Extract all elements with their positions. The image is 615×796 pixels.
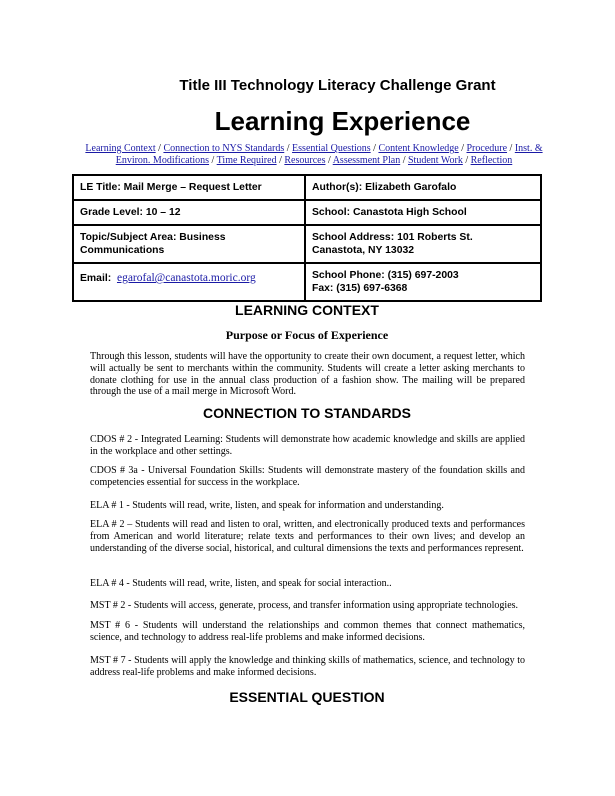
info-row bbox=[73, 225, 541, 263]
nav-link-assessment-plan[interactable]: Assessment Plan bbox=[332, 155, 401, 166]
nav-link-resources[interactable]: Resources bbox=[284, 155, 326, 166]
learning-context-body: Through this lesson, students will have the opportunity to create their own document, a request letter, which will actually be sent to merchants within the community. Students will create a letter asking merchants to donate clothing for use in the annual class production of a fashion show. The mailing will be prepared through the use of a mail merge in Microsoft Word. bbox=[90, 351, 525, 398]
nav-link-student-work[interactable]: Student Work bbox=[407, 155, 463, 166]
nav-link-reflection[interactable]: Reflection bbox=[470, 155, 513, 166]
info-row bbox=[73, 263, 541, 301]
email-link[interactable]: egarofal@canastota.moric.org bbox=[116, 272, 256, 284]
topic-cell bbox=[73, 225, 305, 263]
section-nav: Learning Context / Connection to NYS Standards / Essential Questions / Content Knowledge / Procedure / Inst. & Environ. Modifications / Time Required / Resources / Assessment Plan / Student Work / Reflection bbox=[85, 143, 543, 166]
grant-title: Title III Technology Literacy Challenge Grant bbox=[179, 77, 496, 94]
email-label: Email: bbox=[80, 273, 112, 284]
address-line-2: Canastota, NY 13032 bbox=[312, 245, 415, 256]
grade-level-cell: Grade Level: 10 – 12 bbox=[73, 200, 305, 225]
phone-cell bbox=[305, 263, 541, 301]
address-line-1: School Address: 101 Roberts St. bbox=[312, 232, 473, 243]
nav-link-modifications[interactable]: Inst. & Environ. Modifications bbox=[115, 143, 543, 166]
page-title: Learning Experience bbox=[214, 106, 471, 136]
le-title-cell: LE Title: Mail Merge – Request Letter bbox=[73, 175, 305, 200]
info-row bbox=[73, 175, 541, 200]
fax-line: Fax: (315) 697-6368 bbox=[312, 283, 408, 294]
essential-question-heading: ESSENTIAL QUESTION bbox=[229, 689, 385, 705]
standard-item: MST # 6 - Students will understand the relationships and common themes that connect mathematics, science, and technology to address real-life problems and make informed decisions. bbox=[90, 620, 525, 643]
topic-line-1: Topic/Subject Area: Business bbox=[80, 232, 226, 243]
info-table bbox=[72, 174, 542, 302]
school-cell: School: Canastota High School bbox=[305, 200, 541, 225]
nav-link-content-knowledge[interactable]: Content Knowledge bbox=[378, 143, 459, 154]
standard-item: MST # 2 - Students will access, generate, process, and transfer information using appropriate technologies. bbox=[90, 600, 519, 611]
authors-cell: Author(s): Elizabeth Garofalo bbox=[305, 175, 541, 200]
standard-item: ELA # 1 - Students will read, write, listen, and speak for information and understanding. bbox=[90, 500, 444, 511]
topic-line-2: Communications bbox=[80, 245, 165, 256]
standard-item: ELA # 4 - Students will read, write, listen, and speak for social interaction.. bbox=[90, 578, 392, 589]
standard-item: MST # 7 - Students will apply the knowledge and thinking skills of mathematics, science, and technology to address real-life problems and make informed decisions. bbox=[90, 655, 525, 678]
learning-context-heading: LEARNING CONTEXT bbox=[235, 302, 379, 318]
address-cell bbox=[305, 225, 541, 263]
nav-link-standards[interactable]: Connection to NYS Standards bbox=[163, 143, 285, 154]
nav-link-time-required[interactable]: Time Required bbox=[216, 155, 277, 166]
info-row bbox=[73, 200, 541, 225]
nav-link-essential-questions[interactable]: Essential Questions bbox=[292, 143, 371, 154]
nav-link-procedure[interactable]: Procedure bbox=[466, 143, 508, 154]
purpose-subheading: Purpose or Focus of Experience bbox=[225, 328, 389, 342]
phone-line: School Phone: (315) 697-2003 bbox=[312, 270, 459, 281]
standard-item: ELA # 2 – Students will read and listen to oral, written, and electronically produced texts and performances from American and world literature; relate texts and performances to their own lives; and develop an understanding of the diverse social, historical, and cultural dimensions the texts and performances represent. bbox=[90, 519, 525, 554]
standard-item: CDOS # 2 - Integrated Learning: Students will demonstrate how academic knowledge and skills are applied in the workplace and other settings. bbox=[90, 434, 525, 457]
standard-item: CDOS # 3a - Universal Foundation Skills: Students will demonstrate mastery of the foundation skills and competencies essential for success in the workplace. bbox=[90, 465, 525, 488]
nav-link-learning-context[interactable]: Learning Context bbox=[85, 143, 156, 154]
email-cell bbox=[73, 263, 305, 301]
standards-heading: CONNECTION TO STANDARDS bbox=[203, 405, 411, 421]
